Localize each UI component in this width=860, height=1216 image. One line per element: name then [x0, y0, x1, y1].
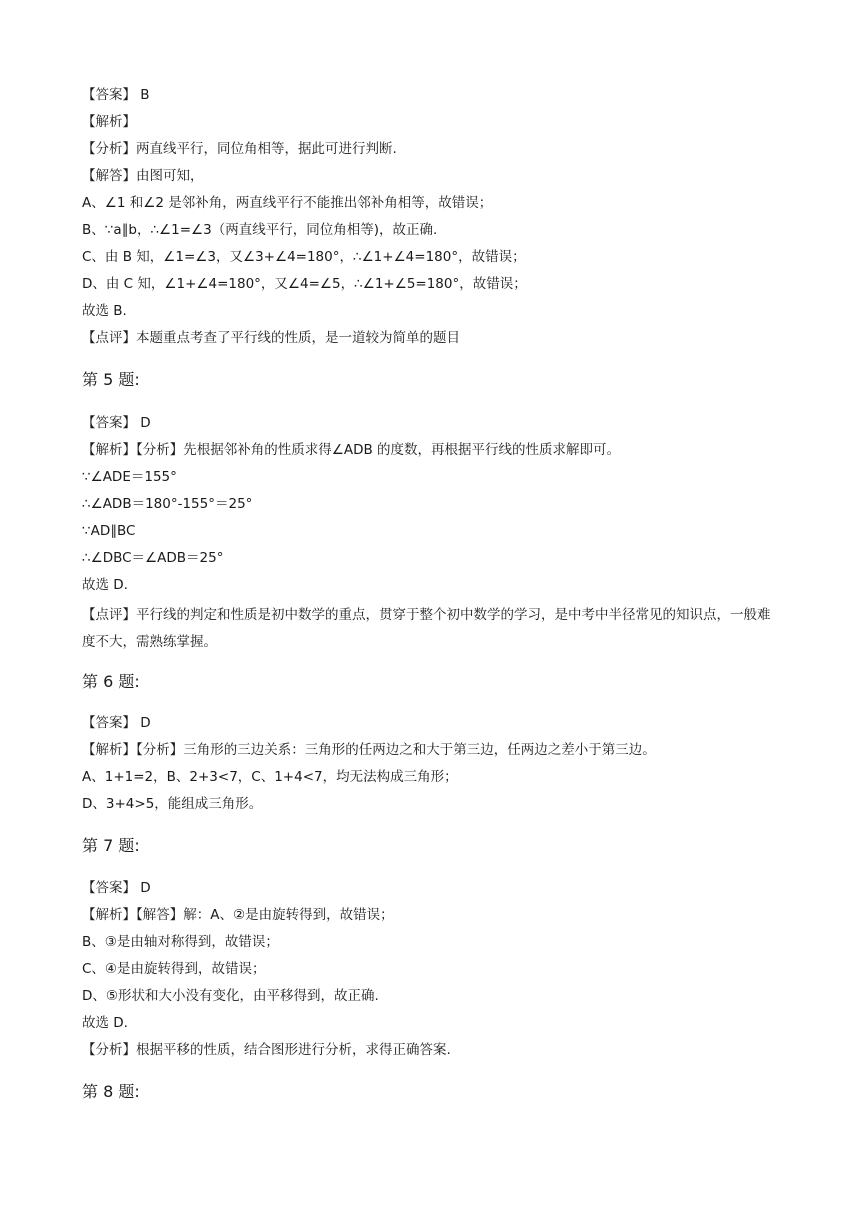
q4-jieda: 【解答】由图可知，: [82, 168, 204, 184]
q7-fenxi: 【分析】根据平移的性质，结合图形进行分析，求得正确答案.: [82, 1042, 451, 1058]
q4-fenxi: 【分析】两直线平行，同位角相等，据此可进行判断.: [82, 141, 397, 157]
q7-line-2: C、④是由旋转得到，故错误；: [82, 961, 266, 977]
q7-heading: 第 7 题:: [82, 836, 140, 855]
q6-line-1: A、1+1=2，B、2+3<7，C、1+4<7，均无法构成三角形；: [82, 769, 458, 785]
q5-heading: 第 5 题:: [82, 370, 140, 389]
q4-option-a: A、∠1 和∠2 是邻补角，两直线平行不能推出邻补角相等，故错误；: [82, 195, 493, 211]
q7-line-1: B、③是由轴对称得到，故错误；: [82, 934, 279, 950]
q5-comment: 【点评】平行线的判定和性质是初中数学的重点，贯穿于整个初中数学的学习，是中考中半径常见的知识点，一般难度不大，需熟练掌握。: [82, 607, 771, 650]
q5-answer: 【答案】 D: [82, 415, 151, 431]
q7-analysis: 【解析】【解答】解：A、②是由旋转得到，故错误；: [82, 907, 394, 923]
q6-heading: 第 6 题:: [82, 672, 140, 691]
q4-analysis-label: 【解析】: [82, 114, 136, 130]
q7-choice: 故选 D.: [82, 1015, 128, 1031]
q4-choice: 故选 B.: [82, 303, 127, 319]
q6-answer: 【答案】 D: [82, 715, 151, 731]
q6-line-2: D、3+4>5，能组成三角形。: [82, 796, 263, 812]
q7-line-3: D、⑤形状和大小没有变化，由平移得到，故正确.: [82, 988, 379, 1004]
q8-heading: 第 8 题:: [82, 1082, 140, 1101]
q4-option-b: B、∵a∥b，∴∠1=∠3（两直线平行，同位角相等)，故正确.: [82, 222, 438, 238]
q7-answer: 【答案】 D: [82, 880, 151, 896]
q4-option-c: C、由 B 知，∠1=∠3，又∠3+∠4=180°，∴∠1+∠4=180°，故错误；: [82, 249, 526, 265]
q5-step-3: ∵AD∥BC: [82, 523, 136, 539]
q5-analysis: 【解析】【分析】先根据邻补角的性质求得∠ADB 的度数，再根据平行线的性质求解即可。: [82, 442, 621, 458]
q4-comment: 【点评】本题重点考查了平行线的性质，是一道较为简单的题目: [82, 330, 460, 346]
q5-choice: 故选 D.: [82, 577, 128, 593]
q5-step-2: ∴∠ADB＝180°-155°＝25°: [82, 496, 253, 512]
q5-step-1: ∵∠ADE＝155°: [82, 469, 177, 485]
q5-step-4: ∴∠DBC＝∠ADB＝25°: [82, 550, 224, 566]
q4-answer: 【答案】 B: [82, 87, 150, 103]
q6-analysis: 【解析】【分析】三角形的三边关系：三角形的任两边之和大于第三边，任两边之差小于第三边。: [82, 742, 656, 758]
q4-option-d: D、由 C 知，∠1+∠4=180°，又∠4=∠5，∴∠1+∠5=180°，故错误；: [82, 276, 527, 292]
